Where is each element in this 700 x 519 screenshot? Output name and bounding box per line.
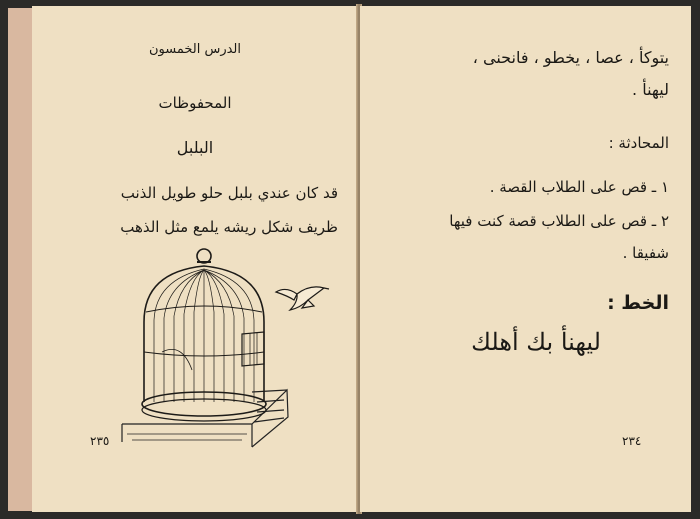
cage-drawing [142,249,266,421]
birdcage-illustration [102,242,332,452]
vocabulary-line: ليهنأ . [632,80,669,99]
lesson-title: الدرس الخمسون [148,42,241,57]
bird-drawing [276,287,329,310]
right-page [360,6,691,512]
handwriting-heading: الخط : [607,292,669,314]
page-number: ٢٣٤ [622,434,642,448]
conversation-heading: المحادثة : [608,134,669,152]
conversation-item: ١ ـ قص على الطلاب القصة . [489,178,669,196]
section-title: المحفوظات [158,94,232,112]
poem-title: البلبل [176,138,214,157]
handwriting-sample: ليهنأ بك أهلك [471,328,601,356]
conversation-item: شفيقا . [622,244,669,262]
left-page [32,6,359,512]
poem-line: ظريف شكل ريشه يلمع مثل الذهب [120,218,338,236]
conversation-item: ٢ ـ قص على الطلاب قصة كنت فيها [449,212,669,230]
book-edge [8,8,35,511]
page-number: ٢٣٥ [90,434,110,448]
poem-line: قد كان عندي بلبل حلو طويل الذنب [120,184,338,202]
vocabulary-line: يتوكأ ، عصا ، يخطو ، فانحنى ، [472,48,669,67]
